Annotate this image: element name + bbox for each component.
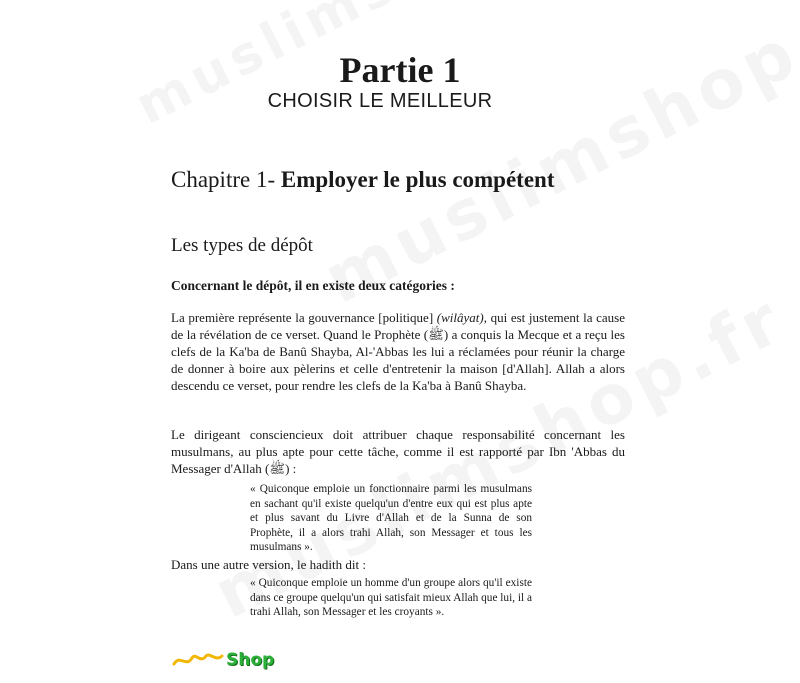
hadith-quote-2: « Quiconque emploie un homme d'un groupe alors qu'il existe dans ce groupe quelqu'un qui satisfait mieux Allah que lui, il a trahi Allah, son Messager et les croyants ». (250, 577, 532, 619)
part-title: Partie 1 (339, 50, 461, 90)
paragraph-1-start: La première représente la gouvernance [politique] (171, 310, 437, 325)
watermark (312, 0, 800, 320)
hadith-quote-1: « Quiconque emploie un fonctionnaire parmi les musulmans en sachant qu'il existe quelqu'un d'entre eux qui est plus apte et plus savant du Livre d'Allah et de la Sunna de son Prophète, il a alors trahi Allah, son Messager et tous les musulmans ». (250, 483, 532, 554)
part-subtitle: CHOISIR LE MEILLEUR (267, 90, 493, 112)
section-title: Les types de dépôt (171, 235, 313, 256)
logo-text: Shop (226, 650, 275, 670)
shop-logo (172, 650, 274, 670)
chapter-title: Employer le plus compétent (280, 167, 555, 192)
logo-swirl-icon (172, 650, 224, 670)
chapter-prefix: Chapitre 1- (171, 167, 281, 192)
paragraph-1-end: , qui est justement la cause de la révélation de ce verset. Quand le Prophète (ﷺ) a conquis la Mecque et a reçu les clefs de la Ka'ba de Banû Shayba, Al-'Abbas les lui a réclamées pour réunir la charge de donner à boire aux pèlerins et celle d'entretenir la maison [d'Allah]. Allah a alors descendu ce verset, pour rendre les clefs de la Ka'ba à Banû Shayba. (171, 310, 625, 393)
paragraph-2: Le dirigeant consciencieux doit attribuer chaque responsabilité concernant les musulmans, au plus apte pour cette tâche, comme il est rapporté par Ibn 'Abbas du Messager d'Allah (ﷺ) : (171, 427, 625, 476)
paragraph-1-italic: (wilâyat) (436, 310, 484, 325)
paragraph-3: Dans une autre version, le hadith dit : (171, 557, 366, 572)
paragraph-1 (171, 309, 625, 394)
chapter-heading (171, 164, 555, 196)
lead-paragraph: Concernant le dépôt, il en existe deux catégories : (171, 278, 455, 293)
